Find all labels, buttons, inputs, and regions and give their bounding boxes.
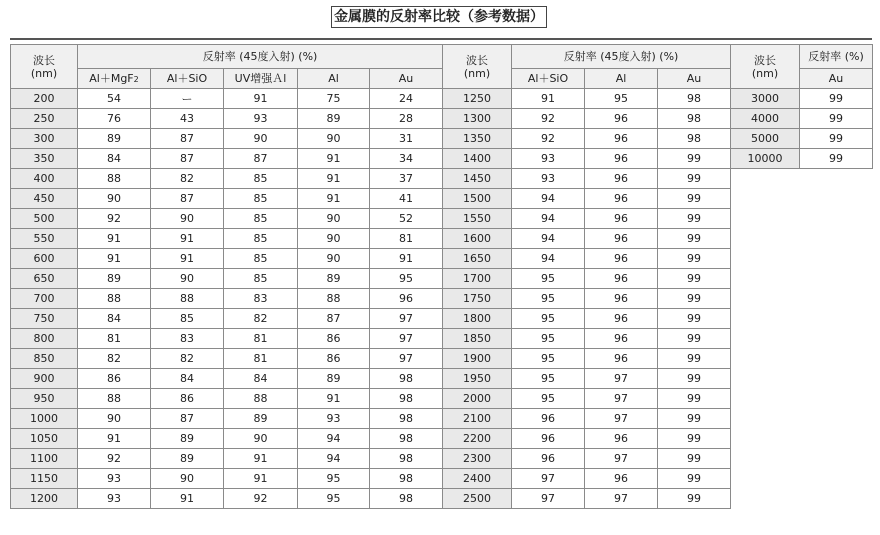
reflectance-cell: 96 <box>585 109 658 129</box>
reflectance-cell: 98 <box>370 369 443 389</box>
reflectance-cell: 99 <box>658 229 731 249</box>
reflectance-cell: 95 <box>298 489 370 509</box>
reflectance-cell: 93 <box>78 469 151 489</box>
reflectance-cell: 95 <box>512 269 585 289</box>
col-header-al-sio: Al＋SiO <box>151 69 224 89</box>
table-row <box>443 209 731 229</box>
reflectance-cell: 97 <box>512 469 585 489</box>
reflectance-cell: 89 <box>151 429 224 449</box>
wavelength-cell: 750 <box>11 309 78 329</box>
reflectance-cell: 85 <box>151 309 224 329</box>
reflectance-cell: 90 <box>298 249 370 269</box>
table-row <box>443 269 731 289</box>
wavelength-cell: 650 <box>11 269 78 289</box>
table-row <box>443 169 731 189</box>
reflectance-cell: 75 <box>298 89 370 109</box>
table-row <box>443 129 731 149</box>
reflectance-cell: 91 <box>298 149 370 169</box>
wavelength-header: 波长 (nm) <box>731 45 800 89</box>
reflectance-cell: 89 <box>151 449 224 469</box>
reflectance-cell: 97 <box>585 449 658 469</box>
table-row <box>443 249 731 269</box>
reflectance-cell: 37 <box>370 169 443 189</box>
reflectance-cell: 99 <box>658 269 731 289</box>
table-row <box>11 129 443 149</box>
col-header-au: Au <box>370 69 443 89</box>
wavelength-cell: 1950 <box>443 369 512 389</box>
reflectance-cell: 97 <box>585 389 658 409</box>
reflectance-cell: 97 <box>370 309 443 329</box>
reflectance-cell: 94 <box>298 449 370 469</box>
reflectance-cell: 82 <box>151 349 224 369</box>
wavelength-cell: 850 <box>11 349 78 369</box>
reflectance-cell: 86 <box>151 389 224 409</box>
reflectance-cell: 88 <box>151 289 224 309</box>
table-row <box>11 389 443 409</box>
reflectance-cell: 96 <box>512 429 585 449</box>
table-row <box>11 469 443 489</box>
wavelength-cell: 1450 <box>443 169 512 189</box>
reflectance-cell: 89 <box>298 269 370 289</box>
wavelength-cell: 4000 <box>731 109 800 129</box>
reflectance-cell: 87 <box>151 189 224 209</box>
table-row <box>443 489 731 509</box>
reflectance-cell: 98 <box>658 129 731 149</box>
reflectance-cell: 89 <box>78 129 151 149</box>
reflectance-cell: 96 <box>585 129 658 149</box>
reflectance-cell: 96 <box>585 249 658 269</box>
reflectance-cell: 96 <box>585 229 658 249</box>
reflectance-cell: 99 <box>658 369 731 389</box>
reflectance-cell: 95 <box>512 389 585 409</box>
table-row <box>443 429 731 449</box>
reflectance-group-header: 反射率 (45度入射) (%) <box>512 45 731 69</box>
reflectance-cell: 99 <box>658 389 731 409</box>
reflectance-cell: 95 <box>298 469 370 489</box>
reflectance-cell: 96 <box>585 209 658 229</box>
wavelength-cell: 400 <box>11 169 78 189</box>
reflectance-cell: 99 <box>800 129 873 149</box>
reflectance-cell: 90 <box>298 129 370 149</box>
reflectance-cell: 93 <box>298 409 370 429</box>
table-row <box>11 229 443 249</box>
reflectance-cell: 85 <box>224 229 298 249</box>
reflectance-cell: 91 <box>224 469 298 489</box>
table-row <box>11 369 443 389</box>
reflectance-cell: 90 <box>78 189 151 209</box>
table-row <box>443 229 731 249</box>
wavelength-cell: 1750 <box>443 289 512 309</box>
reflectance-cell: 98 <box>370 429 443 449</box>
table-row <box>443 309 731 329</box>
reflectance-cell: 93 <box>78 489 151 509</box>
reflectance-cell: 98 <box>370 469 443 489</box>
reflectance-cell: 96 <box>585 309 658 329</box>
reflectance-cell: 84 <box>224 369 298 389</box>
reflectance-cell: 99 <box>800 109 873 129</box>
reflectance-cell: 88 <box>224 389 298 409</box>
reflectance-cell: 99 <box>658 249 731 269</box>
table-row <box>11 329 443 349</box>
table-row <box>11 429 443 449</box>
reflectance-cell: 99 <box>800 89 873 109</box>
reflectance-cell: 91 <box>78 249 151 269</box>
wavelength-cell: 300 <box>11 129 78 149</box>
reflectance-cell: 92 <box>512 129 585 149</box>
reflectance-cell: 54 <box>78 89 151 109</box>
reflectance-cell: 91 <box>224 449 298 469</box>
reflectance-cell: 91 <box>298 169 370 189</box>
reflectance-cell: 88 <box>78 389 151 409</box>
reflectance-cell: 97 <box>370 329 443 349</box>
reflectance-cell: 99 <box>658 189 731 209</box>
reflectance-group-header: 反射率 (45度入射) (%) <box>78 45 443 69</box>
reflectance-cell: 91 <box>151 229 224 249</box>
reflectance-cell: 96 <box>512 409 585 429</box>
reflectance-cell: 96 <box>585 469 658 489</box>
reflectance-table-3 <box>730 44 873 169</box>
reflectance-cell: 99 <box>658 169 731 189</box>
reflectance-cell: 93 <box>224 109 298 129</box>
wavelength-cell: 250 <box>11 109 78 129</box>
table-row <box>731 89 873 109</box>
reflectance-cell: 94 <box>512 209 585 229</box>
table-row <box>11 209 443 229</box>
reflectance-cell: 91 <box>151 249 224 269</box>
wavelength-cell: 1900 <box>443 349 512 369</box>
reflectance-cell: 99 <box>658 309 731 329</box>
reflectance-cell: 99 <box>658 209 731 229</box>
col-header-uv-enhanced-al: UV增强Ａl <box>224 69 298 89</box>
reflectance-cell: 91 <box>78 229 151 249</box>
reflectance-cell: 90 <box>151 469 224 489</box>
reflectance-cell: 95 <box>512 289 585 309</box>
table-row <box>731 149 873 169</box>
reflectance-cell: 82 <box>151 169 224 189</box>
reflectance-cell: 82 <box>78 349 151 369</box>
reflectance-cell: 85 <box>224 189 298 209</box>
reflectance-cell: 98 <box>658 109 731 129</box>
reflectance-cell: 91 <box>78 429 151 449</box>
reflectance-cell: 96 <box>585 349 658 369</box>
reflectance-cell: 43 <box>151 109 224 129</box>
reflectance-cell: 93 <box>512 169 585 189</box>
wavelength-cell: 950 <box>11 389 78 409</box>
reflectance-cell: 99 <box>658 289 731 309</box>
reflectance-cell: 96 <box>585 149 658 169</box>
divider-line <box>10 38 872 40</box>
col-header-au: Au <box>658 69 731 89</box>
reflectance-cell: 93 <box>512 149 585 169</box>
table-row <box>11 309 443 329</box>
reflectance-cell: 92 <box>78 449 151 469</box>
table-row <box>443 409 731 429</box>
wavelength-cell: 2400 <box>443 469 512 489</box>
wavelength-cell: 1150 <box>11 469 78 489</box>
reflectance-cell: 99 <box>658 149 731 169</box>
reflectance-cell: 91 <box>151 489 224 509</box>
wavelength-cell: 1850 <box>443 329 512 349</box>
wavelength-cell: 1650 <box>443 249 512 269</box>
col-header-al: Al <box>298 69 370 89</box>
table-row <box>11 169 443 189</box>
reflectance-cell: 97 <box>370 349 443 369</box>
reflectance-cell: 28 <box>370 109 443 129</box>
reflectance-table-2 <box>442 44 731 509</box>
reflectance-group-header: 反射率 (%) <box>800 45 873 69</box>
col-header-al: Al <box>585 69 658 89</box>
reflectance-cell: 90 <box>298 209 370 229</box>
reflectance-cell: 87 <box>151 149 224 169</box>
table-row <box>11 409 443 429</box>
reflectance-cell: 84 <box>151 369 224 389</box>
reflectance-cell: 99 <box>658 429 731 449</box>
reflectance-cell: 91 <box>298 389 370 409</box>
reflectance-cell: 96 <box>585 269 658 289</box>
reflectance-cell: 97 <box>585 369 658 389</box>
reflectance-cell: 96 <box>370 289 443 309</box>
reflectance-cell: 31 <box>370 129 443 149</box>
reflectance-cell: 52 <box>370 209 443 229</box>
reflectance-cell: 96 <box>585 429 658 449</box>
reflectance-cell: 85 <box>224 209 298 229</box>
table-row <box>11 89 443 109</box>
table-row <box>443 89 731 109</box>
reflectance-cell: 24 <box>370 89 443 109</box>
table-row <box>11 249 443 269</box>
reflectance-cell: 87 <box>224 149 298 169</box>
wavelength-cell: 2200 <box>443 429 512 449</box>
reflectance-cell: 89 <box>298 369 370 389</box>
wavelength-cell: 550 <box>11 229 78 249</box>
reflectance-cell: ー <box>151 89 224 109</box>
reflectance-cell: 96 <box>512 449 585 469</box>
table-row <box>443 349 731 369</box>
reflectance-cell: 99 <box>658 349 731 369</box>
page-title: 金属膜的反射率比较（参考数据） <box>331 6 547 28</box>
reflectance-cell: 99 <box>658 489 731 509</box>
reflectance-cell: 85 <box>224 169 298 189</box>
reflectance-cell: 90 <box>224 429 298 449</box>
reflectance-cell: 76 <box>78 109 151 129</box>
reflectance-cell: 86 <box>298 349 370 369</box>
reflectance-cell: 92 <box>512 109 585 129</box>
reflectance-cell: 99 <box>658 449 731 469</box>
wavelength-cell: 1200 <box>11 489 78 509</box>
wavelength-cell: 450 <box>11 189 78 209</box>
reflectance-cell: 99 <box>800 149 873 169</box>
reflectance-cell: 89 <box>298 109 370 129</box>
wavelength-cell: 1100 <box>11 449 78 469</box>
reflectance-cell: 81 <box>224 349 298 369</box>
reflectance-cell: 99 <box>658 409 731 429</box>
wavelength-cell: 1700 <box>443 269 512 289</box>
reflectance-cell: 83 <box>151 329 224 349</box>
wavelength-cell: 350 <box>11 149 78 169</box>
reflectance-cell: 90 <box>298 229 370 249</box>
wavelength-cell: 1050 <box>11 429 78 449</box>
reflectance-cell: 87 <box>298 309 370 329</box>
wavelength-cell: 2500 <box>443 489 512 509</box>
reflectance-cell: 94 <box>298 429 370 449</box>
reflectance-cell: 89 <box>224 409 298 429</box>
col-header-al-mgf2: Al＋MgF2 <box>78 69 151 89</box>
wavelength-cell: 1600 <box>443 229 512 249</box>
wavelength-cell: 2100 <box>443 409 512 429</box>
reflectance-table-1 <box>10 44 443 509</box>
table-row <box>731 129 873 149</box>
table-row <box>443 289 731 309</box>
table-row <box>11 349 443 369</box>
reflectance-cell: 84 <box>78 309 151 329</box>
reflectance-cell: 98 <box>658 89 731 109</box>
reflectance-cell: 90 <box>78 409 151 429</box>
reflectance-cell: 99 <box>658 329 731 349</box>
table-row <box>443 329 731 349</box>
reflectance-cell: 91 <box>512 89 585 109</box>
reflectance-cell: 89 <box>78 269 151 289</box>
wavelength-header: 波长 (nm) <box>11 45 78 89</box>
reflectance-cell: 84 <box>78 149 151 169</box>
wavelength-header: 波长 (nm) <box>443 45 512 89</box>
wavelength-cell: 600 <box>11 249 78 269</box>
wavelength-cell: 1300 <box>443 109 512 129</box>
col-header-al-sio: Al＋SiO <box>512 69 585 89</box>
wavelength-cell: 500 <box>11 209 78 229</box>
reflectance-cell: 97 <box>512 489 585 509</box>
reflectance-cell: 34 <box>370 149 443 169</box>
reflectance-cell: 94 <box>512 229 585 249</box>
table-row <box>443 189 731 209</box>
table-row <box>443 469 731 489</box>
table-row <box>443 369 731 389</box>
table-row <box>11 189 443 209</box>
reflectance-cell: 41 <box>370 189 443 209</box>
table-row <box>11 489 443 509</box>
reflectance-cell: 88 <box>298 289 370 309</box>
reflectance-cell: 97 <box>585 489 658 509</box>
wavelength-cell: 200 <box>11 89 78 109</box>
wavelength-cell: 700 <box>11 289 78 309</box>
table-row <box>11 449 443 469</box>
wavelength-cell: 1000 <box>11 409 78 429</box>
reflectance-cell: 96 <box>585 169 658 189</box>
col-header-au: Au <box>800 69 873 89</box>
reflectance-cell: 95 <box>512 309 585 329</box>
wavelength-cell: 1550 <box>443 209 512 229</box>
wavelength-cell: 3000 <box>731 89 800 109</box>
table-row <box>443 389 731 409</box>
wavelength-cell: 10000 <box>731 149 800 169</box>
reflectance-cell: 98 <box>370 389 443 409</box>
reflectance-cell: 95 <box>512 349 585 369</box>
reflectance-cell: 87 <box>151 409 224 429</box>
reflectance-cell: 92 <box>224 489 298 509</box>
reflectance-cell: 92 <box>78 209 151 229</box>
reflectance-cell: 90 <box>224 129 298 149</box>
reflectance-cell: 87 <box>151 129 224 149</box>
reflectance-cell: 91 <box>298 189 370 209</box>
wavelength-cell: 1350 <box>443 129 512 149</box>
reflectance-cell: 98 <box>370 449 443 469</box>
reflectance-cell: 81 <box>370 229 443 249</box>
reflectance-cell: 95 <box>512 329 585 349</box>
reflectance-cell: 97 <box>585 409 658 429</box>
reflectance-cell: 90 <box>151 209 224 229</box>
table-row <box>443 449 731 469</box>
wavelength-cell: 1250 <box>443 89 512 109</box>
table-row <box>11 269 443 289</box>
table-row <box>11 149 443 169</box>
reflectance-cell: 85 <box>224 269 298 289</box>
wavelength-cell: 2000 <box>443 389 512 409</box>
reflectance-cell: 81 <box>224 329 298 349</box>
reflectance-cell: 95 <box>370 269 443 289</box>
wavelength-cell: 1500 <box>443 189 512 209</box>
reflectance-cell: 88 <box>78 289 151 309</box>
wavelength-cell: 800 <box>11 329 78 349</box>
reflectance-cell: 94 <box>512 189 585 209</box>
reflectance-cell: 99 <box>658 469 731 489</box>
reflectance-cell: 98 <box>370 489 443 509</box>
table-row <box>443 149 731 169</box>
reflectance-cell: 94 <box>512 249 585 269</box>
reflectance-cell: 86 <box>298 329 370 349</box>
reflectance-cell: 96 <box>585 329 658 349</box>
wavelength-cell: 5000 <box>731 129 800 149</box>
reflectance-cell: 96 <box>585 289 658 309</box>
wavelength-cell: 900 <box>11 369 78 389</box>
reflectance-cell: 85 <box>224 249 298 269</box>
table-row <box>11 289 443 309</box>
reflectance-cell: 91 <box>224 89 298 109</box>
reflectance-cell: 91 <box>370 249 443 269</box>
reflectance-cell: 90 <box>151 269 224 289</box>
wavelength-cell: 2300 <box>443 449 512 469</box>
reflectance-cell: 86 <box>78 369 151 389</box>
reflectance-cell: 96 <box>585 189 658 209</box>
reflectance-cell: 83 <box>224 289 298 309</box>
table-row <box>731 109 873 129</box>
reflectance-cell: 95 <box>585 89 658 109</box>
wavelength-cell: 1800 <box>443 309 512 329</box>
reflectance-cell: 81 <box>78 329 151 349</box>
reflectance-cell: 88 <box>78 169 151 189</box>
reflectance-cell: 82 <box>224 309 298 329</box>
reflectance-cell: 98 <box>370 409 443 429</box>
table-row <box>443 109 731 129</box>
wavelength-cell: 1400 <box>443 149 512 169</box>
table-row <box>11 109 443 129</box>
reflectance-cell: 95 <box>512 369 585 389</box>
